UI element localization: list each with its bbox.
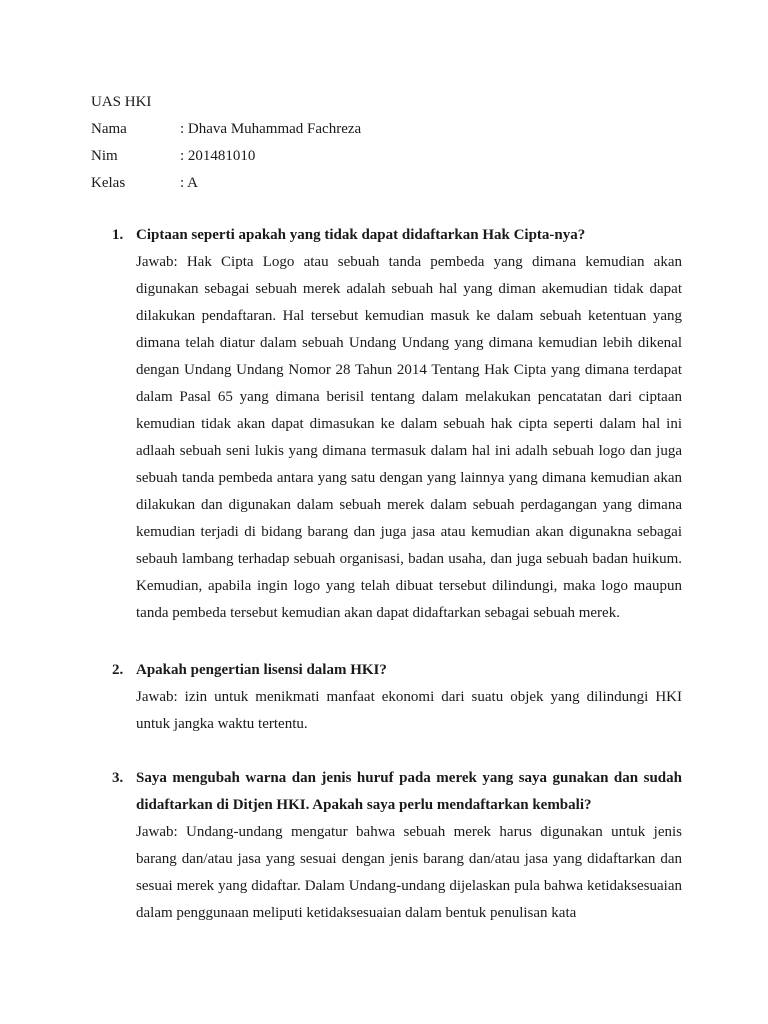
info-value-kelas: : A [180, 175, 198, 191]
question-number: 1. [112, 227, 124, 243]
question-1 [112, 222, 682, 627]
info-value-nama: : Dhava Muhammad Fachreza [180, 121, 362, 137]
question-answer: Jawab: izin untuk menikmati manfaat ekonomi dari suatu objek yang dilindungi HKI untuk jangka waktu tertentu. [136, 689, 682, 732]
question-answer: Jawab: Hak Cipta Logo atau sebuah tanda pembeda yang dimana kemudian akan digunakan sebagai sebuah merek adalah sebuah hal yang diman akemudian tidak dapat dilakukan pendaftaran. Hal tersebut kemudian masuk ke dalam sebuah ketentuan yang dimana telah diatur dalam sebuah Undang Undang yang dimana kemudian lebih dikenal dengan Undang Undang Nomor 28 Tahun 2014 Tentang Hak Cipta yang dimana terdapat dalam Pasal 65 yang dimana berisil tentang dalam melakukan pencatatan dari ciptaan kemudian tidak akan dapat dimasukan ke dalam sebuah hak cipta seperti dalam hal ini adlaah sebuah seni lukis yang dimana termasuk dalam hal ini adalh sebuah logo dan juga sebuah tanda pembeda antara yang satu dengan yang lainnya yang dimana kemudian akan dilakukan dan digunakan dalam sebuah merek dalam sebuah perdagangan yang dimana kemudian terjadi di bidang barang dan juga jasa atau kemudian akan digunakna sebagai sebauh lambang terhadap sebuah organisasi, badan usaha, dan juga sebuah badan huikum. Kemudian, apabila ingin logo yang telah dibuat tersebut dilindungi, maka logo maupun tanda pembeda tersebut kemudian akan dapat didaftarkan sebagai sebuah merek. [136, 254, 682, 621]
info-value-nim: : 201481010 [180, 148, 256, 164]
info-label-nim: Nim [91, 148, 118, 164]
question-title: Apakah pengertian lisensi dalam HKI? [136, 662, 387, 678]
document-title: UAS HKI [91, 94, 152, 110]
question-title: Ciptaan seperti apakah yang tidak dapat didaftarkan Hak Cipta-nya? [136, 227, 586, 243]
question-number: 3. [112, 770, 124, 786]
question-answer: Jawab: Undang-undang mengatur bahwa sebuah merek harus digunakan untuk jenis barang dan/atau jasa yang sesuai dengan jenis barang dan/atau jasa yang didaftarkan dan sesuai merek yang didaftar. Dalam Undang-undang dijelaskan pula bahwa ketidaksesuaian dalam penggunaan meliputi ketidaksesuaian dalam bentuk penulisan kata [136, 824, 682, 921]
info-label-kelas: Kelas [91, 175, 126, 191]
question-3 [112, 765, 682, 927]
question-title: Saya mengubah warna dan jenis huruf pada merek yang saya gunakan dan sudah didaftarkan di Ditjen HKI. Apakah saya perlu mendaftarkan kembali? [136, 770, 682, 813]
question-number: 2. [112, 662, 124, 678]
info-label-nama: Nama [91, 121, 127, 137]
question-2 [112, 657, 682, 738]
